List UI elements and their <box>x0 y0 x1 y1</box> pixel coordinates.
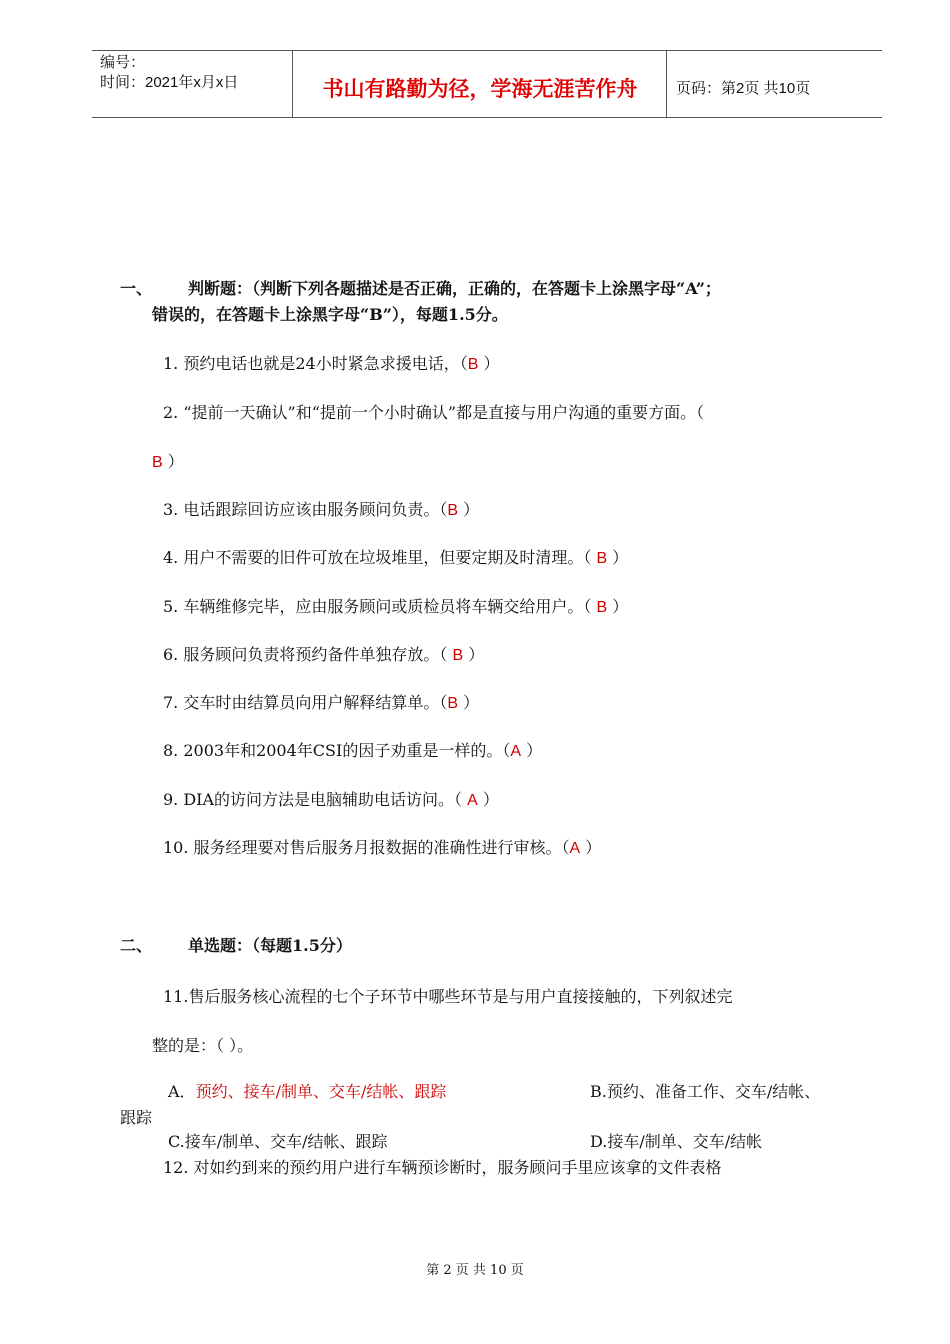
question-text: 5. 车辆维修完毕，应由服务顾问或质检员将车辆交给用户。（ <box>163 597 597 616</box>
question-12: 12. 对如约到来的预约用户进行车辆预诊断时，服务顾问手里应该拿的文件表格 <box>163 1158 722 1177</box>
answer-mark: B <box>596 550 608 567</box>
question-line <box>163 594 628 617</box>
question-close: ） <box>458 693 480 712</box>
question-text: 10. 服务经理要对售后服务月报数据的准确性进行审核。（ <box>163 838 570 857</box>
section1-number: 一、 <box>120 279 153 298</box>
option-b-continued: 跟踪 <box>120 1108 153 1127</box>
question-close: ） <box>580 838 602 857</box>
option-a-text: 预约、接车/制单、交车/结帐、跟踪 <box>195 1082 447 1101</box>
header-motto: 书山有路勤为径，学海无涯苦作舟 <box>322 76 638 101</box>
answer-mark: A <box>467 792 478 809</box>
question-line <box>163 351 499 374</box>
option-a <box>168 1079 446 1102</box>
question-close: ） <box>607 548 629 567</box>
question-line <box>163 690 479 713</box>
question-text: 4. 用户不需要的旧件可放在垃圾堆里，但要定期及时清理。（ <box>163 548 597 567</box>
question-close: ） <box>162 452 184 471</box>
section2-number: 二、 <box>120 936 153 955</box>
question-text: 2. “提前一天确认”和“提前一个小时确认”都是直接与用户沟通的重要方面。（ <box>163 403 705 422</box>
question-close: ） <box>463 645 485 664</box>
doc-number-label: 编号： <box>100 54 146 71</box>
question-text: 1. 预约电话也就是24小时紧急求援电话，（ <box>163 354 468 373</box>
section1-title-line2: 错误的，在答题卡上涂黑字母“B”），每题1.5分。 <box>152 305 508 324</box>
option-a-label: A． <box>168 1082 196 1101</box>
question-line <box>163 787 499 810</box>
question-line <box>152 449 184 472</box>
question-close: ） <box>607 597 629 616</box>
question-line <box>163 738 542 761</box>
answer-mark: A <box>569 840 581 857</box>
question-line <box>163 400 704 423</box>
answer-mark: B <box>447 502 459 519</box>
question-line <box>163 642 484 665</box>
question-close: ） <box>521 741 543 760</box>
option-d: D.接车/制单、交车/结帐 <box>590 1132 763 1151</box>
question-text: 3. 电话跟踪回访应该由服务顾问负责。（ <box>163 500 448 519</box>
section2-title: 单选题：（每题1.5分） <box>188 936 352 955</box>
question-line <box>163 497 479 520</box>
answer-mark: B <box>447 695 459 712</box>
question-text: 7. 交车时由结算员向用户解释结算单。（ <box>163 693 448 712</box>
question-11-line2: 整的是：（ ）。 <box>152 1036 254 1055</box>
doc-time-label: 时间：2021年x月x日 <box>100 74 239 91</box>
option-c: C.接车/制单、交车/结帐、跟踪 <box>168 1132 388 1151</box>
header-page-label: 页码：第2页 共10页 <box>676 80 811 97</box>
header-divider <box>292 51 293 117</box>
question-line <box>163 835 601 858</box>
option-b: B.预约、准备工作、交车/结帐、 <box>590 1082 821 1101</box>
answer-mark: A <box>510 743 521 760</box>
question-text: 6. 服务顾问负责将预约备件单独存放。（ <box>163 645 453 664</box>
question-close: ） <box>458 500 480 519</box>
question-11-line1: 11.售后服务核心流程的七个子环节中哪些环节是与用户直接接触的，下列叙述完 <box>163 987 733 1006</box>
question-close: ） <box>478 354 500 373</box>
header-meta <box>100 53 238 93</box>
answer-mark: B <box>452 647 464 664</box>
answer-mark: B <box>467 356 479 373</box>
page-header <box>92 50 882 118</box>
question-close: ） <box>477 790 499 809</box>
page-footer: 第 2 页 共 10 页 <box>426 1263 524 1278</box>
answer-mark: B <box>152 454 163 471</box>
answer-mark: B <box>596 599 608 616</box>
question-text: 9. DIA的访问方法是电脑辅助电话访问。（ <box>163 790 468 809</box>
header-divider <box>666 51 667 117</box>
section1-title-line1: 判断题：（判断下列各题描述是否正确，正确的，在答题卡上涂黑字母“A”； <box>188 279 721 298</box>
question-text: 8. 2003年和2004年CSI的因子劝重是一样的。（ <box>163 741 511 760</box>
question-line <box>163 545 628 568</box>
